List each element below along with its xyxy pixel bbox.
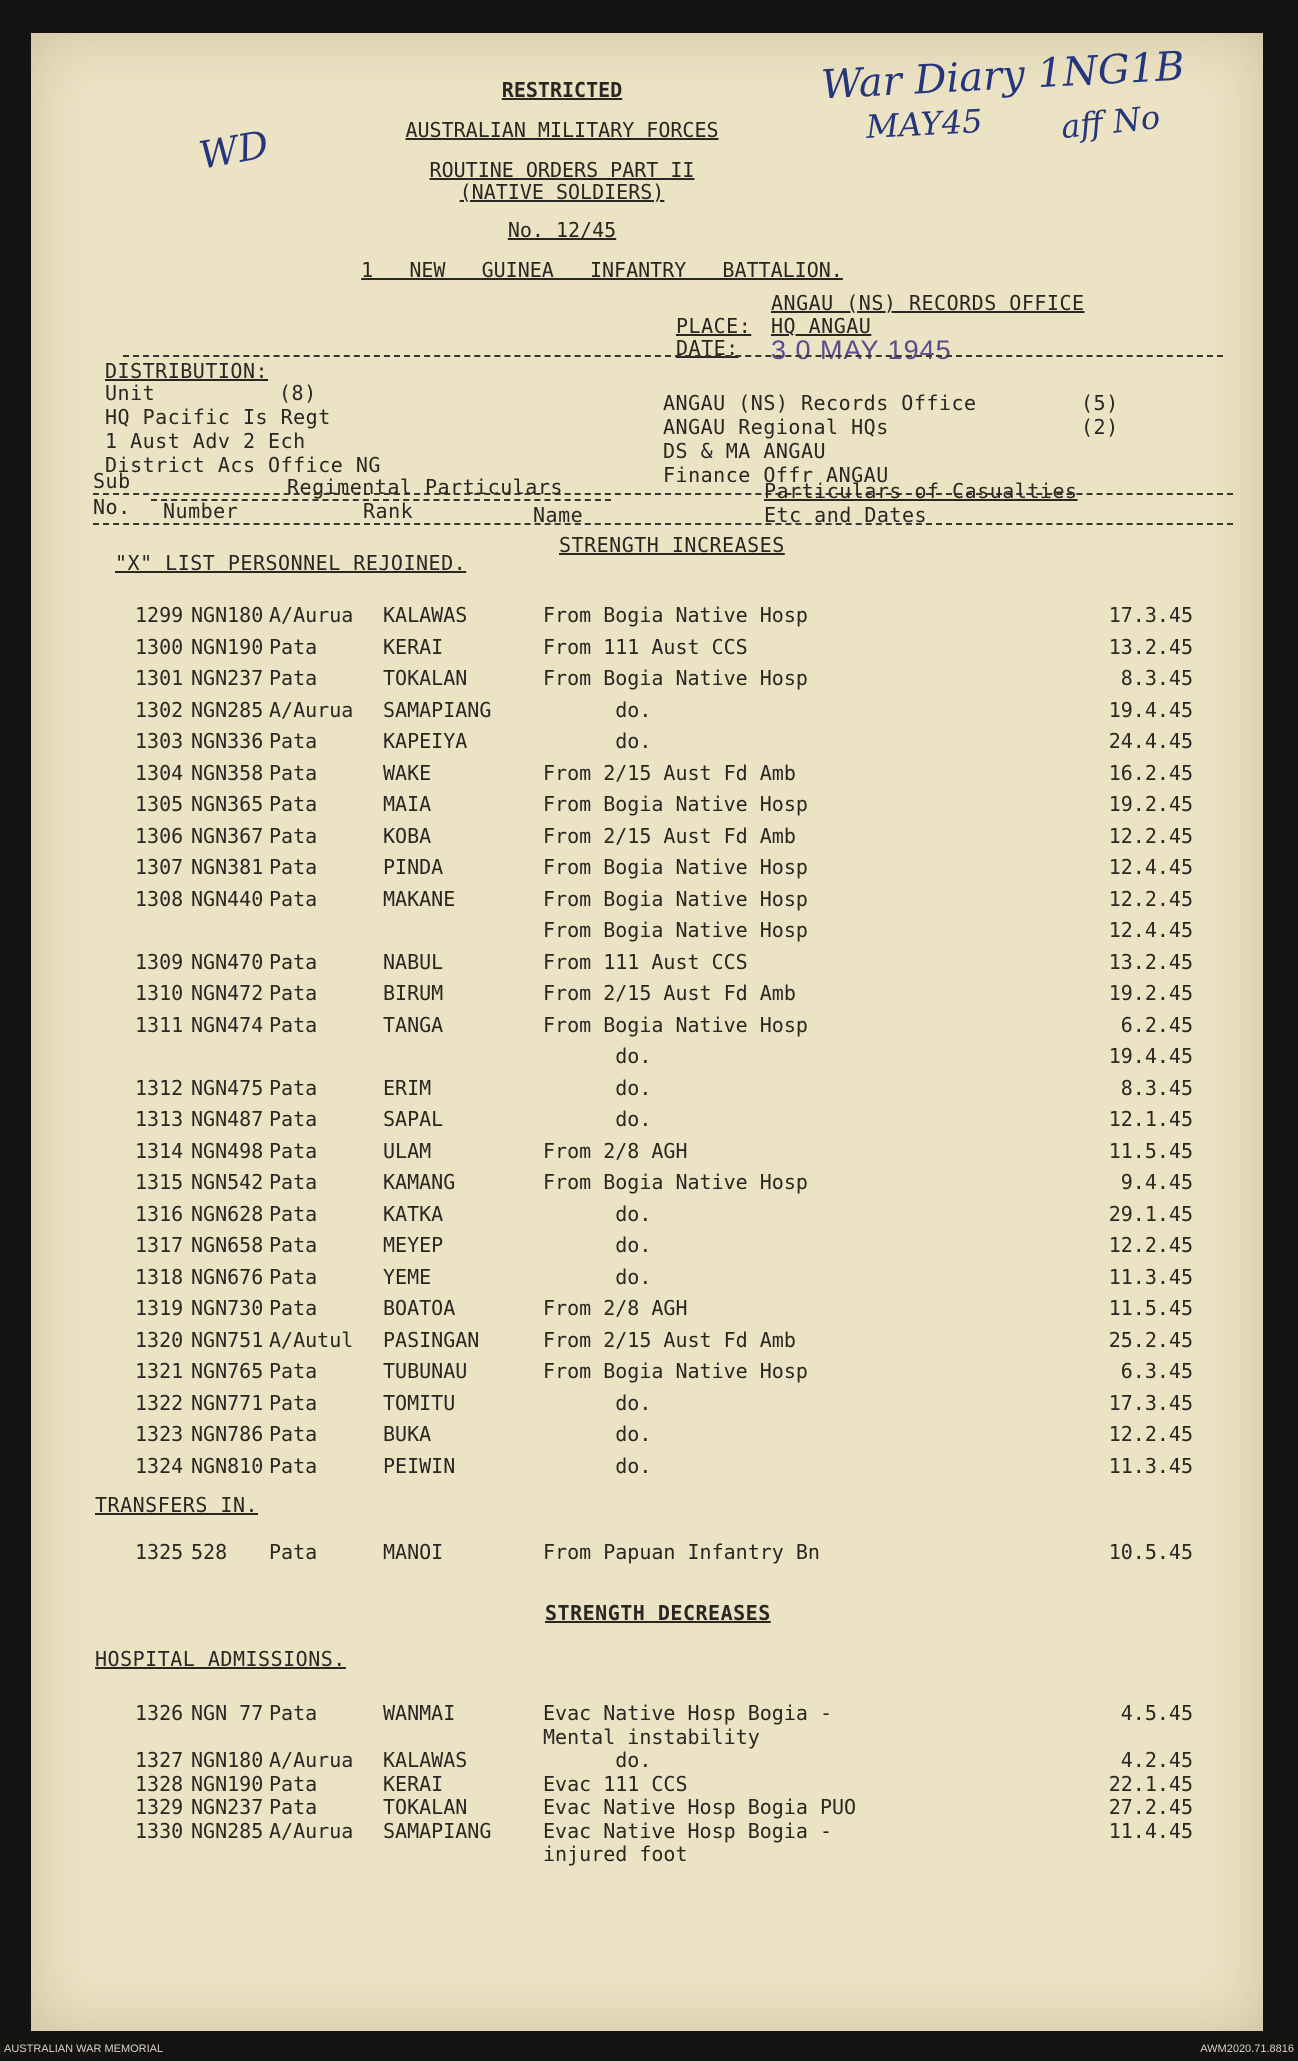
cell-name: WAKE (383, 760, 432, 785)
cell-date: 12.1.45 (1108, 1107, 1193, 1131)
cell-num: NGN285 (191, 697, 264, 722)
admission-row (31, 1795, 1263, 1820)
cell-rank: Pata (269, 1701, 318, 1725)
cell-name: TANGA (383, 1012, 444, 1037)
cell-rank: Pata (269, 1771, 318, 1796)
cell-part: Evac 111 CCS (543, 1771, 688, 1796)
cell-num: 528 (191, 1540, 228, 1564)
footer-left: AUSTRALIAN WAR MEMORIAL (4, 2043, 164, 2055)
cell-rank: A/Aurua (269, 1818, 354, 1843)
cell-date: 12.2.45 (1108, 886, 1193, 911)
cell-num: NGN190 (191, 1771, 264, 1796)
cell-part: From 2/8 AGH (543, 1296, 688, 1320)
cell-no: 1310 (135, 981, 184, 1005)
cell-no: 1324 (135, 1453, 184, 1478)
cell-no: 1316 (135, 1201, 184, 1226)
cell-name: PEIWIN (383, 1453, 456, 1478)
admission-row (31, 1701, 1263, 1726)
divider-columns-bottom (93, 523, 1233, 525)
cell-part: From 2/15 Aust Fd Amb (543, 981, 796, 1005)
footer-right: AWM2020.71.8816 (1200, 2043, 1294, 2055)
rejoined-row (31, 1076, 1263, 1101)
section-strength-increases: STRENGTH INCREASES (559, 533, 785, 557)
cell-name: SAMAPIANG (383, 1818, 492, 1843)
order-number: No. 12/45 (507, 218, 617, 242)
cell-date: 11.3.45 (1108, 1453, 1193, 1478)
cell-part: injured foot (543, 1842, 688, 1866)
divider-top (123, 355, 1223, 357)
section-hospital-admissions: HOSPITAL ADMISSIONS. (95, 1647, 346, 1671)
unit-heading: 1 NEW GUINEA INFANTRY BATTALION. (361, 258, 843, 282)
admission-row (31, 1819, 1263, 1844)
cell-name: TUBUNAU (383, 1359, 468, 1383)
cell-date: 6.3.45 (1120, 1359, 1193, 1383)
cell-num: NGN474 (191, 1012, 264, 1037)
cell-no: 1330 (135, 1818, 184, 1843)
cell-no: 1319 (135, 1296, 184, 1320)
cell-part: Mental instability (543, 1724, 760, 1749)
cell-date: 10.5.45 (1108, 1540, 1193, 1564)
cell-num: NGN190 (191, 634, 264, 659)
rejoined-row (31, 1013, 1263, 1038)
cell-rank: Pata (269, 1390, 318, 1415)
forces-heading: AUSTRALIAN MILITARY FORCES (405, 118, 719, 142)
admission-row (31, 1748, 1263, 1773)
cell-name: MAIA (383, 792, 432, 816)
rejoined-row (31, 666, 1263, 691)
cell-rank: Pata (269, 981, 318, 1005)
cell-part: From 111 Aust CCS (543, 634, 748, 659)
cell-rank: Pata (269, 792, 318, 816)
cell-part: From Bogia Native Hosp (543, 918, 808, 942)
cell-part: From Bogia Native Hosp (543, 1170, 808, 1194)
rejoined-row (31, 1233, 1263, 1258)
cell-no: 1315 (135, 1170, 184, 1194)
cell-no: 1323 (135, 1422, 184, 1446)
cell-part: From 111 Aust CCS (543, 949, 748, 974)
col-name: Name (533, 503, 584, 527)
cell-part: Evac Native Hosp Bogia PUO (543, 1795, 857, 1819)
cell-rank: Pata (269, 1540, 318, 1564)
rejoined-row (31, 981, 1263, 1006)
handwritten-note-wd: WD (195, 122, 272, 178)
cell-date: 29.1.45 (1108, 1201, 1193, 1226)
cell-rank: Pata (269, 1453, 318, 1478)
cell-num: NGN180 (191, 1748, 264, 1772)
document-page (31, 33, 1263, 2031)
cell-num: NGN498 (191, 1138, 264, 1163)
cell-no: 1328 (135, 1771, 184, 1796)
rejoined-row (31, 729, 1263, 754)
rejoined-row (31, 887, 1263, 912)
cell-rank: Pata (269, 1138, 318, 1163)
distribution-title: DISTRIBUTION: (105, 359, 269, 383)
admission-row (31, 1842, 1263, 1867)
cell-part: From 2/15 Aust Fd Amb (543, 1327, 796, 1352)
cell-name: SAPAL (383, 1107, 444, 1131)
cell-date: 19.4.45 (1108, 1044, 1193, 1068)
handwritten-note-aff-no: aff No (1059, 97, 1162, 147)
distribution-right-2-count: (2) (1081, 415, 1119, 439)
cell-date: 4.2.45 (1120, 1748, 1193, 1772)
cell-date: 12.4.45 (1108, 855, 1193, 879)
native-soldiers-heading: (NATIVE SOLDIERS) (459, 180, 665, 204)
cell-num: NGN810 (191, 1453, 264, 1478)
place-label: PLACE: (676, 314, 752, 338)
cell-part: From Bogia Native Hosp (543, 886, 808, 911)
cell-no: 1305 (135, 792, 184, 816)
cell-rank: Pata (269, 1795, 318, 1819)
date-stamp: 3 0 MAY 1945 (771, 335, 952, 365)
cell-date: 13.2.45 (1108, 949, 1193, 974)
cell-no: 1318 (135, 1264, 184, 1289)
cell-rank: Pata (269, 1296, 318, 1320)
cell-part: do. (543, 1748, 652, 1772)
cell-date: 9.4.45 (1120, 1170, 1193, 1194)
handwritten-note-month: MAY45 (865, 101, 984, 147)
cell-part: do. (543, 697, 652, 722)
cell-name: SAMAPIANG (383, 697, 492, 722)
cell-rank: Pata (269, 1012, 318, 1037)
cell-name: BOATOA (383, 1296, 456, 1320)
transfer-row (31, 1540, 1263, 1565)
cell-part: From Bogia Native Hosp (543, 855, 808, 879)
cell-num: NGN470 (191, 949, 264, 974)
cell-num: NGN475 (191, 1075, 264, 1100)
cell-name: TOKALAN (383, 1795, 468, 1819)
cell-part: do. (543, 729, 652, 753)
cell-no: 1327 (135, 1748, 184, 1772)
records-office: ANGAU (NS) RECORDS OFFICE (771, 291, 1085, 315)
cell-no: 1325 (135, 1540, 184, 1564)
col-dates: Etc and Dates (764, 503, 928, 527)
cell-num: NGN676 (191, 1264, 264, 1289)
cell-rank: A/Aurua (269, 697, 354, 722)
distribution-left-2: HQ Pacific Is Regt (105, 405, 331, 429)
cell-name: WANMAI (383, 1701, 456, 1725)
cell-no: 1307 (135, 855, 184, 879)
cell-no: 1301 (135, 666, 184, 690)
cell-no: 1311 (135, 1012, 184, 1037)
cell-date: 11.4.45 (1108, 1818, 1193, 1843)
cell-no: 1306 (135, 823, 184, 848)
cell-part: From Bogia Native Hosp (543, 1359, 808, 1383)
cell-part: From Bogia Native Hosp (543, 1012, 808, 1037)
cell-name: PASINGAN (383, 1327, 480, 1352)
cell-no: 1322 (135, 1390, 184, 1415)
cell-num: NGN751 (191, 1327, 264, 1352)
cell-no: 1300 (135, 634, 184, 659)
rejoined-row (31, 635, 1263, 660)
cell-date: 17.3.45 (1108, 603, 1193, 627)
rejoined-row (31, 1391, 1263, 1416)
cell-date: 17.3.45 (1108, 1390, 1193, 1415)
cell-name: NABUL (383, 949, 444, 974)
place-value: HQ ANGAU (771, 314, 872, 338)
cell-rank: Pata (269, 949, 318, 974)
distribution-left-1: Unit (105, 381, 156, 405)
rejoined-row (31, 1454, 1263, 1479)
cell-name: ULAM (383, 1138, 432, 1163)
cell-date: 12.2.45 (1108, 1233, 1193, 1257)
admission-row (31, 1772, 1263, 1797)
cell-num: NGN365 (191, 792, 264, 816)
cell-name: KOBA (383, 823, 432, 848)
cell-date: 8.3.45 (1120, 1075, 1193, 1100)
cell-date: 11.5.45 (1108, 1138, 1193, 1163)
cell-part: do. (543, 1390, 652, 1415)
rejoined-row (31, 792, 1263, 817)
rejoined-row (31, 1265, 1263, 1290)
cell-name: KATKA (383, 1201, 444, 1226)
cell-part: Evac Native Hosp Bogia - (543, 1701, 832, 1725)
cell-name: MAKANE (383, 886, 456, 911)
rejoined-row (31, 1422, 1263, 1447)
cell-no: 1302 (135, 697, 184, 722)
rejoined-row (31, 1044, 1263, 1069)
cell-name: KERAI (383, 634, 444, 659)
cell-date: 25.2.45 (1108, 1327, 1193, 1352)
distribution-left-1-count: (8) (279, 381, 317, 405)
cell-num: NGN237 (191, 1795, 264, 1819)
rejoined-row (31, 603, 1263, 628)
cell-part: do. (543, 1201, 652, 1226)
cell-rank: Pata (269, 760, 318, 785)
cell-num: NGN542 (191, 1170, 264, 1194)
cell-num: NGN472 (191, 981, 264, 1005)
distribution-right-1-count: (5) (1081, 391, 1119, 415)
col-number: Number (163, 499, 239, 523)
cell-rank: A/Autul (269, 1327, 354, 1352)
cell-part: Evac Native Hosp Bogia - (543, 1818, 832, 1843)
cell-date: 24.4.45 (1108, 729, 1193, 753)
cell-date: 19.4.45 (1108, 697, 1193, 722)
cell-num: NGN440 (191, 886, 264, 911)
cell-rank: Pata (269, 1233, 318, 1257)
cell-no: 1317 (135, 1233, 184, 1257)
cell-rank: A/Aurua (269, 1748, 354, 1772)
cell-rank: Pata (269, 855, 318, 879)
distribution-right-1: ANGAU (NS) Records Office (663, 391, 977, 415)
col-no: No. (93, 495, 131, 519)
cell-no: 1308 (135, 886, 184, 911)
cell-rank: Pata (269, 1107, 318, 1131)
cell-rank: Pata (269, 1075, 318, 1100)
cell-rank: Pata (269, 634, 318, 659)
cell-date: 19.2.45 (1108, 981, 1193, 1005)
cell-date: 12.4.45 (1108, 918, 1193, 942)
cell-name: PINDA (383, 855, 444, 879)
cell-part: do. (543, 1453, 652, 1478)
distribution-right-3: DS & MA ANGAU (663, 439, 827, 463)
cell-num: NGN237 (191, 666, 264, 690)
cell-no: 1299 (135, 603, 184, 627)
cell-date: 12.2.45 (1108, 1422, 1193, 1446)
cell-date: 6.2.45 (1120, 1012, 1193, 1037)
rejoined-row (31, 761, 1263, 786)
cell-rank: Pata (269, 1264, 318, 1289)
cell-name: MEYEP (383, 1233, 444, 1257)
cell-part: From 2/15 Aust Fd Amb (543, 760, 796, 785)
cell-name: KALAWAS (383, 603, 468, 627)
cell-rank: Pata (269, 823, 318, 848)
cell-no: 1309 (135, 949, 184, 974)
cell-no: 1313 (135, 1107, 184, 1131)
cell-num: NGN628 (191, 1201, 264, 1226)
cell-no: 1326 (135, 1701, 184, 1725)
cell-name: BUKA (383, 1422, 432, 1446)
cell-num: NGN658 (191, 1233, 264, 1257)
admission-row (31, 1725, 1263, 1750)
cell-num: NGN765 (191, 1359, 264, 1383)
orders-heading: ROUTINE ORDERS PART II (429, 158, 695, 182)
cell-date: 12.2.45 (1108, 823, 1193, 848)
cell-num: NGN730 (191, 1296, 264, 1320)
cell-part: From 2/8 AGH (543, 1138, 688, 1163)
cell-rank: Pata (269, 1422, 318, 1446)
rejoined-row (31, 698, 1263, 723)
cell-rank: Pata (269, 666, 318, 690)
date-label: DATE: (676, 336, 739, 360)
cell-date: 16.2.45 (1108, 760, 1193, 785)
restricted-heading: RESTRICTED (501, 78, 623, 102)
cell-num: NGN367 (191, 823, 264, 848)
rejoined-row (31, 1359, 1263, 1384)
col-sub: Sub (93, 469, 131, 493)
cell-no: 1304 (135, 760, 184, 785)
rejoined-row (31, 1328, 1263, 1353)
cell-no: 1312 (135, 1075, 184, 1100)
rejoined-row (31, 855, 1263, 880)
cell-num: NGN180 (191, 603, 264, 627)
cell-no: 1314 (135, 1138, 184, 1163)
rejoined-row (31, 1296, 1263, 1321)
cell-name: TOKALAN (383, 666, 468, 690)
cell-name: BIRUM (383, 981, 444, 1005)
handwritten-note-war-diary: War Diary 1NG1B (820, 43, 1186, 109)
col-rank: Rank (363, 499, 414, 523)
cell-name: MANOI (383, 1540, 444, 1564)
section-strength-decreases: STRENGTH DECREASES (545, 1601, 771, 1625)
cell-no: 1303 (135, 729, 184, 753)
cell-date: 19.2.45 (1108, 792, 1193, 816)
cell-name: YEME (383, 1264, 432, 1289)
rejoined-row (31, 824, 1263, 849)
section-transfers-in: TRANSFERS IN. (95, 1493, 259, 1517)
cell-num: NGN487 (191, 1107, 264, 1131)
cell-name: ERIM (383, 1075, 432, 1100)
cell-num: NGN285 (191, 1818, 264, 1843)
cell-part: do. (543, 1044, 652, 1068)
distribution-right-2: ANGAU Regional HQs (663, 415, 889, 439)
cell-no: 1329 (135, 1795, 184, 1819)
cell-name: KAMANG (383, 1170, 456, 1194)
distribution-left-4: District Acs Office NG (105, 453, 381, 477)
cell-no: 1321 (135, 1359, 184, 1383)
cell-part: do. (543, 1233, 652, 1257)
cell-part: From Bogia Native Hosp (543, 603, 808, 627)
cell-part: do. (543, 1264, 652, 1289)
cell-part: do. (543, 1075, 652, 1100)
cell-rank: Pata (269, 886, 318, 911)
cell-rank: Pata (269, 1170, 318, 1194)
rejoined-row (31, 918, 1263, 943)
rejoined-row (31, 1202, 1263, 1227)
cell-num: NGN381 (191, 855, 264, 879)
cell-name: KALAWAS (383, 1748, 468, 1772)
cell-rank: Pata (269, 729, 318, 753)
cell-part: From 2/15 Aust Fd Amb (543, 823, 796, 848)
cell-name: TOMITU (383, 1390, 456, 1415)
cell-num: NGN 77 (191, 1701, 264, 1725)
cell-date: 4.5.45 (1120, 1701, 1193, 1725)
distribution-right-4: Finance Offr ANGAU (663, 463, 889, 487)
cell-rank: Pata (269, 1201, 318, 1226)
cell-no: 1320 (135, 1327, 184, 1352)
rejoined-row (31, 1170, 1263, 1195)
cell-part: do. (543, 1422, 652, 1446)
cell-name: KAPEIYA (383, 729, 468, 753)
cell-part: From Papuan Infantry Bn (543, 1540, 820, 1564)
cell-name: KERAI (383, 1771, 444, 1796)
rejoined-row (31, 950, 1263, 975)
rejoined-row (31, 1107, 1263, 1132)
col-casualties: Particulars of Casualties (764, 479, 1078, 503)
cell-date: 11.3.45 (1108, 1264, 1193, 1289)
cell-num: NGN786 (191, 1422, 264, 1446)
cell-num: NGN336 (191, 729, 264, 753)
cell-date: 13.2.45 (1108, 634, 1193, 659)
cell-rank: A/Aurua (269, 603, 354, 627)
cell-part: From Bogia Native Hosp (543, 792, 808, 816)
cell-part: do. (543, 1107, 652, 1131)
rejoined-row (31, 1139, 1263, 1164)
col-regimental: Regimental Particulars (287, 475, 563, 499)
cell-num: NGN771 (191, 1390, 264, 1415)
cell-date: 27.2.45 (1108, 1795, 1193, 1819)
cell-date: 11.5.45 (1108, 1296, 1193, 1320)
cell-part: From Bogia Native Hosp (543, 666, 808, 690)
section-x-list: "X" LIST PERSONNEL REJOINED. (115, 551, 467, 575)
cell-date: 8.3.45 (1120, 666, 1193, 690)
cell-date: 22.1.45 (1108, 1771, 1193, 1796)
distribution-left-3: 1 Aust Adv 2 Ech (105, 429, 306, 453)
cell-rank: Pata (269, 1359, 318, 1383)
cell-num: NGN358 (191, 760, 264, 785)
